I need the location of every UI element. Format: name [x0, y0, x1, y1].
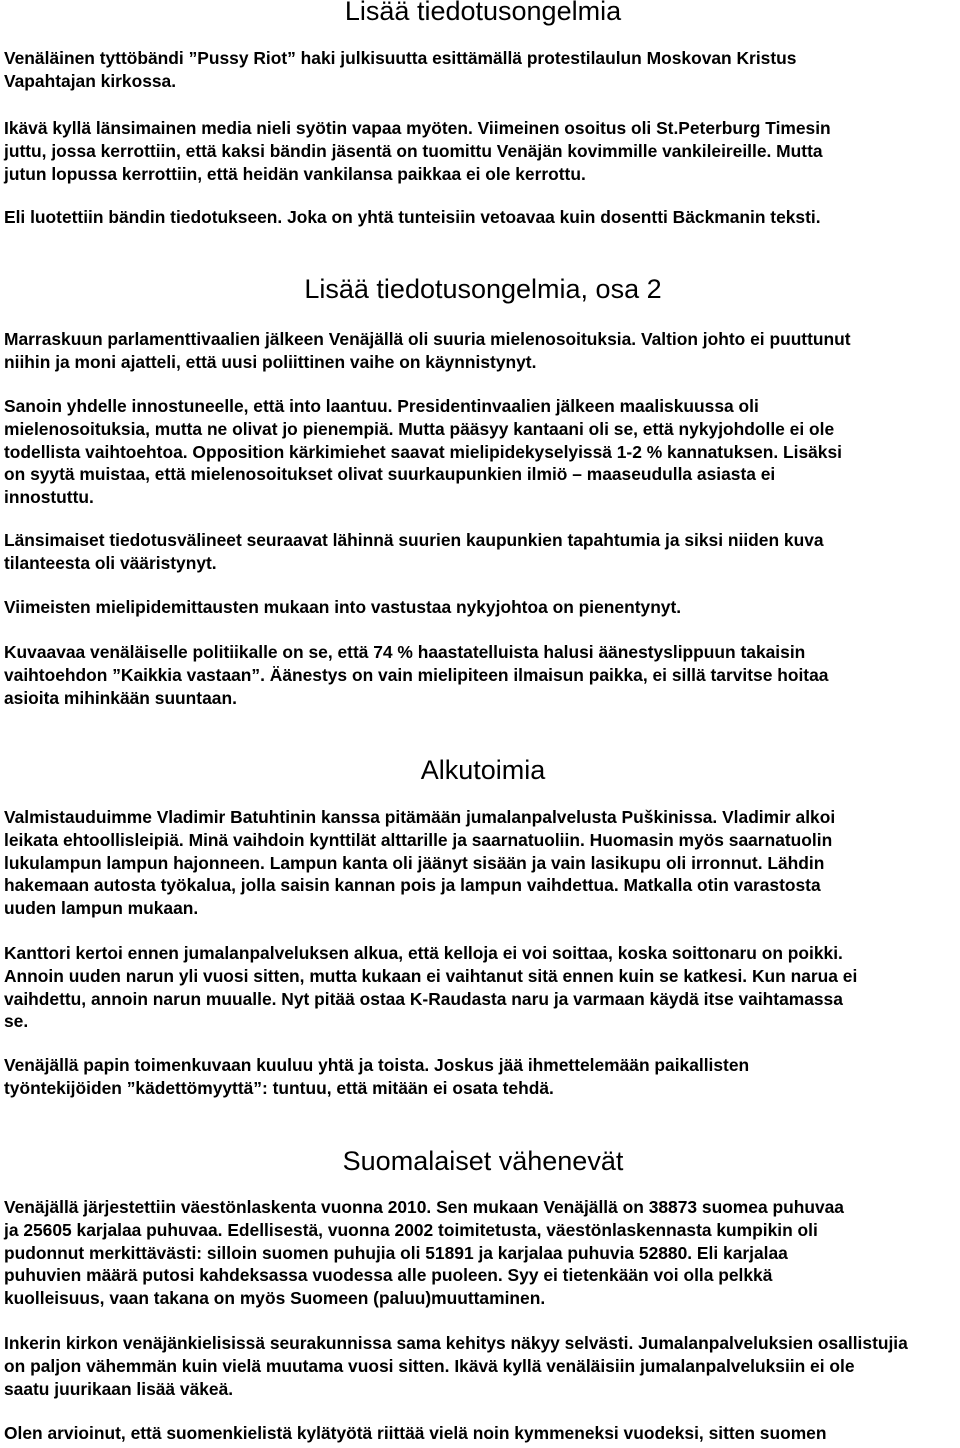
- text-line: tilanteesta oli vääristynyt.: [4, 552, 217, 573]
- text-line: puhuvien määrä putosi kahdeksassa vuodessa alle puoleen. Syy ei tietenkään voi olla pelkkä: [4, 1265, 773, 1286]
- paragraph: [4, 206, 956, 229]
- text-line: Inkerin kirkon venäjänkielisissä seurakunnissa sama kehitys näkyy selvästi. Jumalanpalveluksien osallistujia: [4, 1333, 908, 1353]
- paragraph: [4, 328, 956, 374]
- paragraph: [4, 1422, 956, 1445]
- text-line: niihin ja moni ajatteli, että uusi poliittinen vaihe on käynnistynyt.: [4, 351, 537, 372]
- section-heading-lisaa-tiedotusongelmia: Lisää tiedotusongelmia: [344, 0, 622, 26]
- text-line: leikata ehtoollisleipiä. Minä vaihdoin kynttilät alttarille ja saarnatuoliin. Huomasin myös saarnatuolin: [4, 829, 833, 850]
- paragraph: [4, 806, 956, 920]
- text-line: Viimeisten mielipidemittausten mukaan into vastustaa nykyjohtoa on pienentynyt.: [4, 597, 682, 617]
- paragraph: [4, 1196, 956, 1310]
- text-line: ja 25605 karjalaa puhuvaa. Edellisestä, vuonna 2002 toimitetusta, väestönlaskennasta kumpikin oli: [4, 1219, 818, 1240]
- text-line: Kuvaavaa venäläiselle politiikalle on se, että 74 % haastatelluista halusi äänestyslippuun takaisin: [4, 642, 806, 662]
- text-line: lukulampun lampun hajonneen. Lampun kanta oli jäänyt sisään ja vain lasikupu oli irronnut. Lähdin: [4, 852, 825, 873]
- text-line: mielenosoituksia, mutta ne olivat jo pienempiä. Mutta pääsyy kantaani oli se, että nykyjohdolle ei ole: [4, 418, 835, 439]
- section-heading-lisaa-tiedotusongelmia-osa-2: Lisää tiedotusongelmia, osa 2: [304, 274, 662, 304]
- text-line: Sanoin yhdelle innostuneelle, että into laantuu. Presidentinvaalien jälkeen maaliskuussa oli: [4, 396, 759, 416]
- text-line: työntekijöiden ”kädettömyyttä”: tuntuu, että mitään ei osata tehdä.: [4, 1077, 554, 1098]
- text-line: juttu, jossa kerrottiin, että kaksi bändin jäsentä on tuomittu Venäjän kovimmille vankileireille. Mutta: [4, 140, 823, 161]
- text-line: Venäjällä järjestettiin väestönlaskenta vuonna 2010. Sen mukaan Venäjällä on 38873 suomea puhuvaa: [4, 1197, 844, 1217]
- paragraph: [4, 47, 956, 93]
- paragraph: [4, 596, 956, 619]
- text-line: uuden lampun mukaan.: [4, 898, 199, 919]
- paragraph: [4, 641, 956, 709]
- text-line: Venäläinen tyttöbändi ”Pussy Riot” haki julkisuutta esittämällä protestilaulun Moskovan Kristus: [4, 48, 797, 68]
- text-line: innostuttu.: [4, 487, 94, 508]
- text-line: Länsimaiset tiedotusvälineet seuraavat lähinnä suurien kaupunkien tapahtumia ja siksi niiden kuva: [4, 530, 824, 550]
- text-line: Marraskuun parlamenttivaalien jälkeen Venäjällä oli suuria mielenosoituksia. Valtion johto ei puuttunut: [4, 329, 851, 349]
- paragraph: [4, 117, 956, 185]
- section-heading-suomalaiset-vahenevat: Suomalaiset vähenevät: [342, 1146, 624, 1176]
- text-line: vaihtoehdon ”Kaikkia vastaan”. Äänestys on vain mielipiteen ilmaisun paikka, ei sillä tarvitse hoitaa: [4, 664, 829, 685]
- text-line: Kanttori kertoi ennen jumalanpalveluksen alkua, että kelloja ei voi soittaa, koska soittonaru on poikki.: [4, 943, 843, 963]
- text-line: Vapahtajan kirkossa.: [4, 70, 177, 91]
- text-line: pudonnut merkittävästi: silloin suomen puhujia oli 51891 ja karjalaa puhuvia 52880. Eli karjalaa: [4, 1242, 788, 1263]
- text-line: Valmistauduimme Vladimir Batuhtinin kanssa pitämään jumalanpalvelusta Puškinissa. Vladimir alkoi: [4, 807, 836, 827]
- text-line: todellista vaihtoehtoa. Opposition kärkimiehet saavat mielipidekyselyissä 1-2 % kannatuksen. Lisäksi: [4, 441, 842, 462]
- text-line: on paljon vähemmän kuin vielä muutama vuosi sitten. Ikävä kyllä venäläisiin jumalanpalveluksiin ei ole: [4, 1355, 855, 1376]
- text-line: hakemaan autosta työkalua, jolla saisin kannan pois ja lampun vaihdettua. Matkalla otin varastosta: [4, 875, 821, 896]
- text-line: on syytä muistaa, että mielenosoitukset olivat suurkaupunkien ilmiö – maaseudulla asiasta ei: [4, 464, 776, 485]
- paragraph: [4, 942, 956, 1033]
- text-line: Ikävä kyllä länsimainen media nieli syötin vapaa myöten. Viimeinen osoitus oli St.Peterburg Timesin: [4, 118, 831, 138]
- paragraph: [4, 1054, 956, 1100]
- text-line: Annoin uuden narun yli vuosi sitten, mutta kukaan ei vaihtanut sitä ennen kuin se katkesi. Kun narua ei: [4, 965, 858, 986]
- text-line: Venäjällä papin toimenkuvaan kuuluu yhtä ja toista. Joskus jää ihmettelemään paikallisten: [4, 1055, 750, 1075]
- text-line: Eli luotettiin bändin tiedotukseen. Joka on yhtä tunteisiin vetoavaa kuin dosentti Bäckmanin teksti.: [4, 207, 821, 227]
- text-line: se.: [4, 1011, 29, 1032]
- paragraph: [4, 395, 956, 509]
- text-line: saatu juurikaan lisää väkeä.: [4, 1378, 234, 1399]
- paragraph: [4, 1332, 956, 1400]
- text-line: vaihdettu, annoin narun muualle. Nyt pitää ostaa K-Raudasta naru ja varmaan käydä itse vaihtamassa: [4, 988, 843, 1009]
- paragraph: [4, 529, 956, 575]
- text-line: asioita mihinkään suuntaan.: [4, 687, 237, 708]
- text-line: Olen arvioinut, että suomenkielistä kylätyötä riittää vielä noin kymmeneksi vuodeksi, sitten suomen: [4, 1423, 827, 1443]
- text-line: jutun lopussa kerrottiin, että heidän vankilansa paikkaa ei ole kerrottu.: [4, 163, 586, 184]
- text-line: kuolleisuus, vaan takana on myös Suomeen (paluu)muuttaminen.: [4, 1288, 546, 1309]
- section-heading-alkutoimia: Alkutoimia: [420, 755, 546, 785]
